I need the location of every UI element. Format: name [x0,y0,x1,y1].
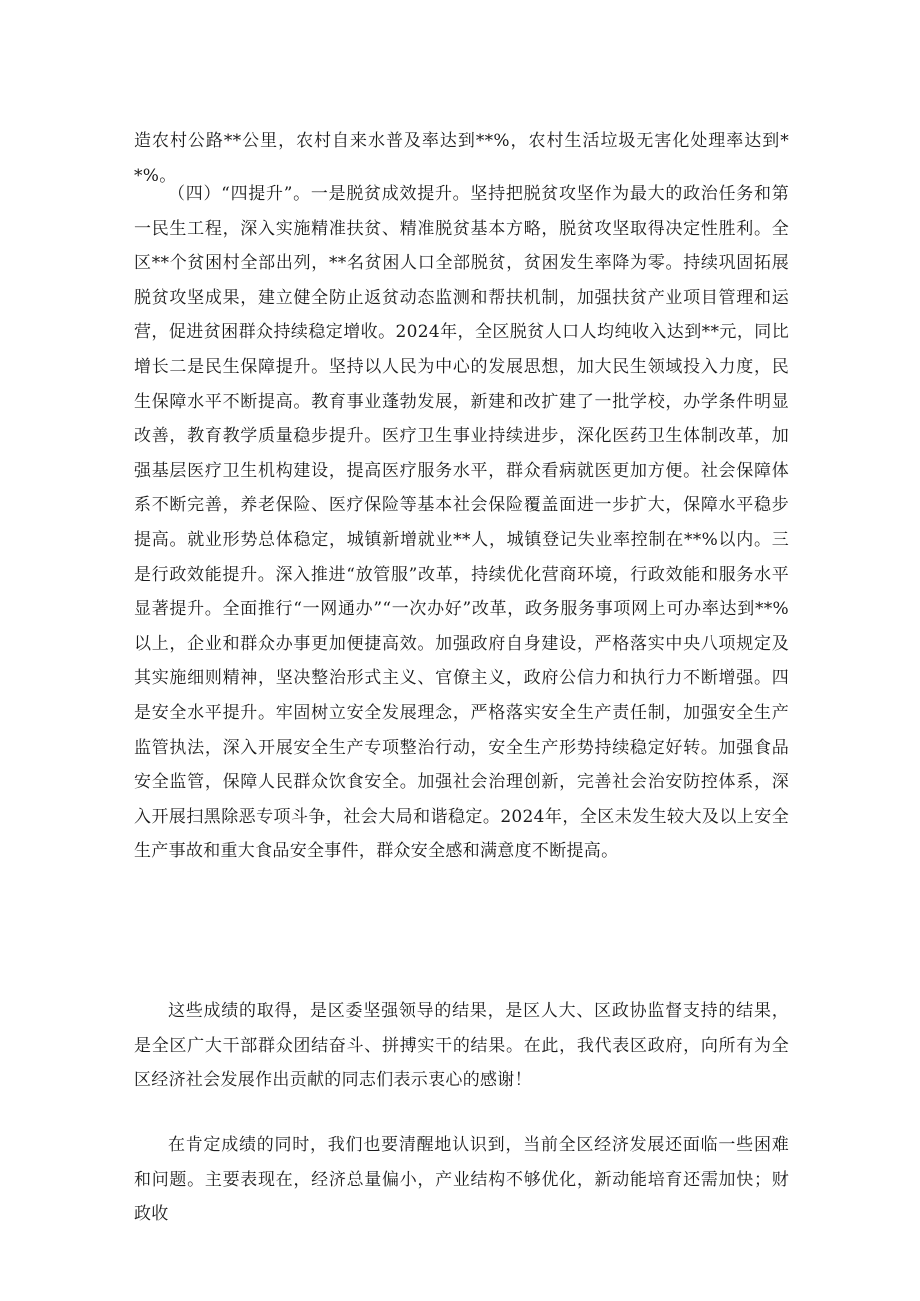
paragraph-acknowledgement: 这些成绩的取得，是区委坚强领导的结果，是区人大、区政协监督支持的结果，是全区广大干部群众团结奋斗、拼搏实干的结果。在此，我代表区政府，向所有为全区经济社会发展作出贡献的同志们表示衷心的感谢！ [134,1001,789,1091]
paragraph-four-improvements: （四）“四提升”。一是脱贫成效提升。坚持把脱贫攻坚作为最大的政治任务和第一民生工程，深入实施精准扶贫、精准脱贫基本方略，脱贫攻坚取得决定性胜利。全区**个贫困村全部出列，**名贫困人口全部脱贫，贫困发生率降为零。持续巩固拓展脱贫攻坚成果，建立健全防止返贫动态监测和帮扶机制，加强扶贫产业项目管理和运营，促进贫困群众持续稳定增收。2024年，全区脱贫人口人均纯收入达到**元，同比增长二是民生保障提升。坚持以人民为中心的发展思想，加大民生领域投入力度，民生保障水平不断提高。教育事业蓬勃发展，新建和改扩建了一批学校，办学条件明显改善，教育教学质量稳步提升。医疗卫生事业持续进步，深化医药卫生体制改革，加强基层医疗卫生机构建设，提高医疗服务水平，群众看病就医更加方便。社会保障体系不断完善，养老保险、医疗保险等基本社会保险覆盖面进一步扩大，保障水平稳步提高。就业形势总体稳定，城镇新增就业**人，城镇登记失业率控制在**%以内。三是行政效能提升。深入推进“放管服”改革，持续优化营商环境，行政效能和服务水平显著提升。全面推行“一网通办”“一次办好”改革，政务服务事项网上可办率达到**%以上，企业和群众办事更加便捷高效。加强政府自身建设，严格落实中央八项规定及其实施细则精神，坚决整治形式主义、官僚主义，政府公信力和执行力不断增强。四是安全水平提升。牢固树立安全发展理念，严格落实安全生产责任制，加强安全生产监管执法，深入开展安全生产专项整治行动，安全生产形势持续稳定好转。加强食品安全监管，保障人民群众饮食安全。加强社会治理创新，完善社会治安防控体系，深入开展扫黑除恶专项斗争，社会大局和谐稳定。2024年，全区未发生较大及以上安全生产事故和重大食品安全事件，群众安全感和满意度不断提高。 [134,184,789,862]
paragraph-rural-infrastructure: 造农村公路**公里，农村自来水普及率达到**%，农村生活垃圾无害化处理率达到**%。 [134,131,789,186]
paragraph-problems: 在肯定成绩的同时，我们也要清醒地认识到，当前全区经济发展还面临一些困难和问题。主要表现在，经济总量偏小，产业结构不够优化，新动能培育还需加快；财政收 [134,1135,789,1225]
